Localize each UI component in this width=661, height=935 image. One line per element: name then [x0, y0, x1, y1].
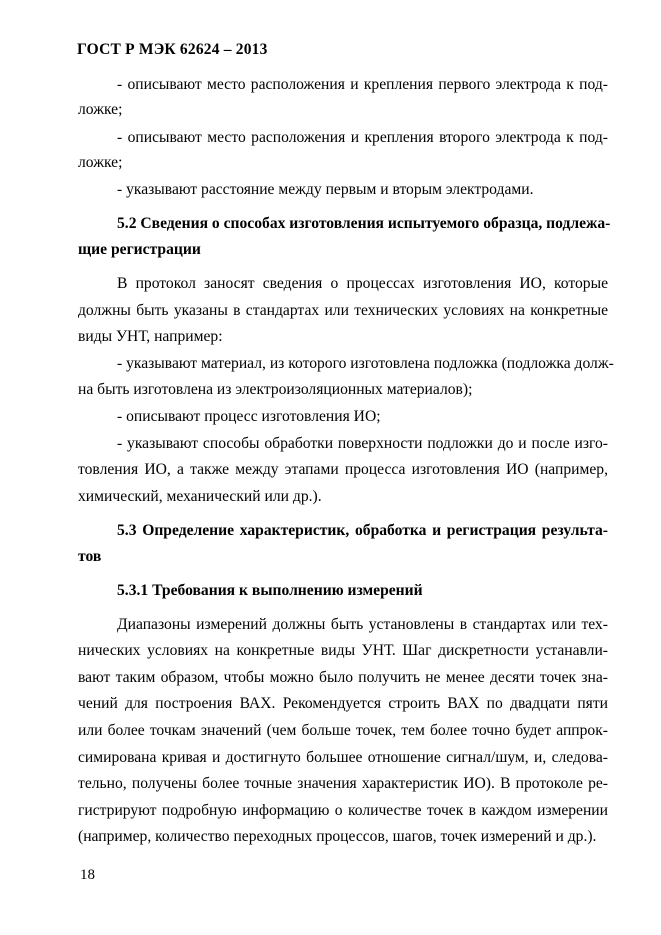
section-heading-continuation: щие регистрации — [78, 241, 201, 258]
page-number: 18 — [80, 867, 95, 883]
paragraph-line: (например, количество переходных процессов, шагов, точек измерений и др.). — [78, 828, 597, 845]
list-item-continuation: ложке; — [78, 154, 123, 171]
paragraph-line: В протокол заносят сведения о процессах изготовления ИО, которые — [117, 275, 608, 292]
paragraph-line: или более точкам значений (чем больше точек, тем более точно будет аппрок- — [78, 722, 608, 739]
document-header: ГОСТ Р МЭК 62624 – 2013 — [77, 41, 268, 58]
list-item-continuation: химический, механический или др.). — [78, 488, 322, 505]
paragraph-line: тельно, получены более точные значения характеристик ИО). В протоколе ре- — [78, 775, 608, 792]
list-item: - указывают материал, из которого изготовлена подложка (подложка долж- — [117, 355, 614, 372]
list-item: - описывают место расположения и крепления второго электрода к под- — [117, 129, 608, 146]
paragraph-line: Диапазоны измерений должны быть установлены в стандартах или тех- — [117, 616, 608, 633]
list-item-continuation: товления ИО, а также между этапами процесса изготовления ИО (например, — [78, 461, 608, 478]
paragraph-line: виды УНТ, например: — [78, 328, 223, 345]
section-heading: 5.3 Определение характеристик, обработка и регистрация результа- — [117, 522, 608, 539]
list-item: - описывают место расположения и крепления первого электрода к под- — [117, 76, 608, 93]
list-item: - указывают расстояние между первым и вторым электродами. — [117, 181, 534, 198]
paragraph-line: гистрируют подробную информацию о количестве точек в каждом измерении — [78, 802, 608, 819]
list-item-continuation: на быть изготовлена из электроизоляционных материалов); — [78, 381, 473, 398]
paragraph-line: вают таким образом, чтобы можно было получить не менее десяти точек зна- — [78, 669, 608, 686]
subsection-heading: 5.3.1 Требования к выполнению измерений — [117, 582, 423, 599]
paragraph-line: чений для построения ВАХ. Рекомендуется строить ВАХ по двадцати пяти — [78, 695, 608, 712]
section-heading-continuation: тов — [78, 548, 102, 565]
paragraph-line: симирована кривая и достигнуто большее отношение сигнал/шум, и, следова- — [78, 749, 608, 766]
section-heading: 5.2 Сведения о способах изготовления испытуемого образца, подлежа- — [117, 215, 611, 232]
list-item: - описывают процесс изготовления ИО; — [117, 408, 381, 425]
list-item-continuation: ложке; — [78, 101, 123, 118]
list-item: - указывают способы обработки поверхности подложки до и после изго- — [117, 435, 608, 452]
paragraph-line: должны быть указаны в стандартах или технических условиях на конкретные — [78, 302, 608, 319]
paragraph-line: нических условиях на конкретные виды УНТ. Шаг дискретности устанавли- — [78, 642, 608, 659]
